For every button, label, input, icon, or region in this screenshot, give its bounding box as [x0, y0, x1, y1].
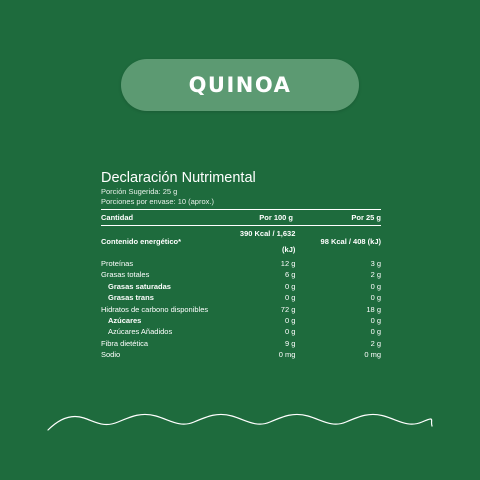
value-per25: 3 g	[370, 259, 381, 268]
value-per100: 0 g	[284, 316, 296, 326]
value-per25: 2 g	[370, 338, 381, 348]
nutrient-label: Grasas totales	[101, 270, 150, 280]
nutrient-label: Grasas trans	[108, 293, 154, 303]
table-row-energy	[101, 226, 381, 258]
table-row	[101, 281, 381, 292]
serving-size: Porción Sugerida: 25 g	[101, 187, 178, 196]
table-row	[101, 326, 381, 337]
value-per25: 0 mg	[364, 350, 381, 360]
column-header-per100: Por 100 g	[259, 213, 293, 222]
nutrition-facts-panel	[101, 169, 381, 361]
value-per100: 0 mg	[278, 350, 296, 360]
value-per100: 0 g	[284, 281, 296, 291]
nutrient-label: Proteínas	[101, 259, 134, 268]
table-row	[101, 269, 381, 280]
servings-per-package: Porciones por envase: 10 (aprox.)	[101, 196, 214, 206]
value-per100: 9 g	[284, 338, 296, 348]
value-per25: 0 g	[370, 281, 381, 291]
nutrition-heading: Declaración Nutrimental	[101, 170, 256, 186]
value-per25: 98 Kcal / 408 (kJ)	[320, 237, 381, 246]
column-header-per25: Por 25 g	[351, 213, 381, 222]
nutrient-label: Sodio	[101, 350, 121, 360]
value-per25: 0 g	[370, 293, 381, 303]
nutrient-label: Contenido energético*	[101, 237, 182, 246]
value-per100: 0 g	[284, 293, 296, 303]
table-row	[101, 258, 381, 269]
nutrient-label: Azúcares Añadidos	[108, 327, 173, 337]
nutrition-table	[101, 210, 381, 225]
value-per100: 6 g	[284, 270, 296, 280]
decorative-wave	[46, 408, 434, 434]
value-per25: 2 g	[370, 270, 381, 280]
value-per100: 12 g	[280, 259, 296, 268]
value-per25: 18 g	[366, 304, 381, 314]
nutrition-table-body	[101, 226, 381, 361]
table-row	[101, 304, 381, 315]
column-header-quantity: Cantidad	[101, 213, 134, 222]
nutrient-label: Azúcares	[108, 316, 142, 326]
nutrient-label: Fibra dietética	[101, 338, 149, 348]
value-per100: 0 g	[284, 327, 296, 337]
table-row	[101, 338, 381, 349]
table-row	[101, 292, 381, 303]
table-header-row	[101, 210, 381, 225]
value-per25: 0 g	[370, 327, 381, 337]
table-row	[101, 315, 381, 326]
value-per100: 72 g	[280, 304, 296, 314]
value-per100: 390 Kcal / 1,632 (kJ)	[239, 229, 296, 254]
nutrient-label: Hidratos de carbono disponibles	[101, 304, 209, 314]
value-per25: 0 g	[370, 316, 381, 326]
nutrient-label: Grasas saturadas	[108, 281, 171, 291]
table-row	[101, 349, 381, 360]
product-title: QUINOA	[188, 73, 292, 97]
product-title-badge	[121, 59, 359, 111]
